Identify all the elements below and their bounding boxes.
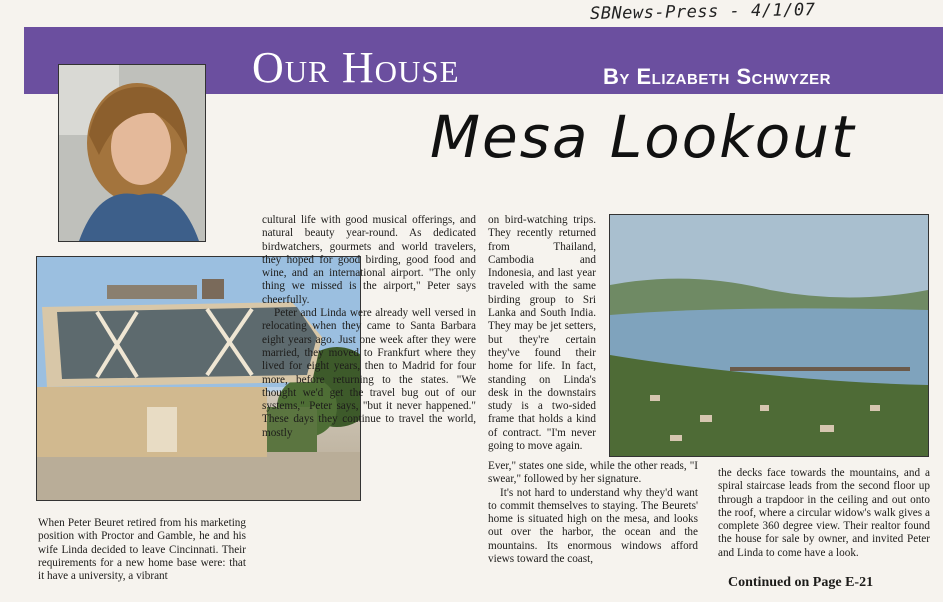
article-column-1	[38, 517, 246, 583]
paragraph: on bird-watching trips. They recently returned from Thailand, Cambodia and Indonesia, and last year traveled with the same birding group to Sri Lanka and South India. They may be jet setters, but they're certain they've found their home for life. In fact, standing on Linda's desk in the downstairs study is a two-sided frame that holds a kind of contract. "I'm never going to move again.	[488, 214, 596, 453]
paragraph: the decks face towards the mountains, and a spiral staircase leads from the second floor up through a trapdoor in the ceiling and out onto the roof, where a circular widow's walk gives a complete 360 degree view. Their realtor found the house for sale by owner, and invited Peter and Linda to come have a look.	[718, 467, 930, 559]
paragraph: It's not hard to understand why they'd want to commit themselves to staying. The Beurets' home is situated high on the mesa, and looks out over the harbor, the ocean and the mountains. Its enormous windows afford views toward the coast,	[488, 486, 698, 566]
article-column-3-continued	[488, 460, 698, 566]
author-portrait-photo	[58, 64, 206, 242]
paragraph: cultural life with good musical offerings, and natural beauty year-round. As dedicated birdwatchers, gourmets and world travelers, they hoped for good birding, good food and wine, and an international airport. "The only thing we missed is the airport," Peter says cheerfully.	[262, 214, 476, 306]
article-column-3	[488, 214, 596, 453]
paragraph: When Peter Beuret retired from his marketing position with Proctor and Gamble, he and his wife Linda decided to leave Cincinnati. Their requirements for a new home base were: that it have a university, a vibrant	[38, 517, 246, 583]
paragraph: Ever," states one side, while the other reads, "I swear," followed by her signature.	[488, 460, 698, 486]
vista-illustration	[610, 215, 928, 456]
ocean-view-photo	[609, 214, 929, 457]
handwritten-date-note: SBNews-Press - 4/1/07	[589, 0, 816, 24]
article-headline: Mesa Lookout	[430, 103, 856, 171]
article-column-2	[262, 214, 476, 440]
paragraph: Peter and Linda were already well versed in relocating when they came to Santa Barbara eight years ago. Just one week after they were married, they moved to Frankfurt where they lived for eight years, then to Madrid for four more, before returning to the states. "We thought we'd get the travel bug out of our systems," Peter says, "but it never happened." These days they continue to travel the world, mostly	[262, 307, 476, 439]
portrait-illustration	[59, 65, 205, 241]
continued-on-page-link[interactable]: Continued on Page E-21	[728, 575, 874, 590]
article-column-4	[718, 467, 930, 560]
byline: By Elizabeth Schwyzer	[603, 64, 831, 89]
section-title: Our House	[252, 43, 460, 92]
